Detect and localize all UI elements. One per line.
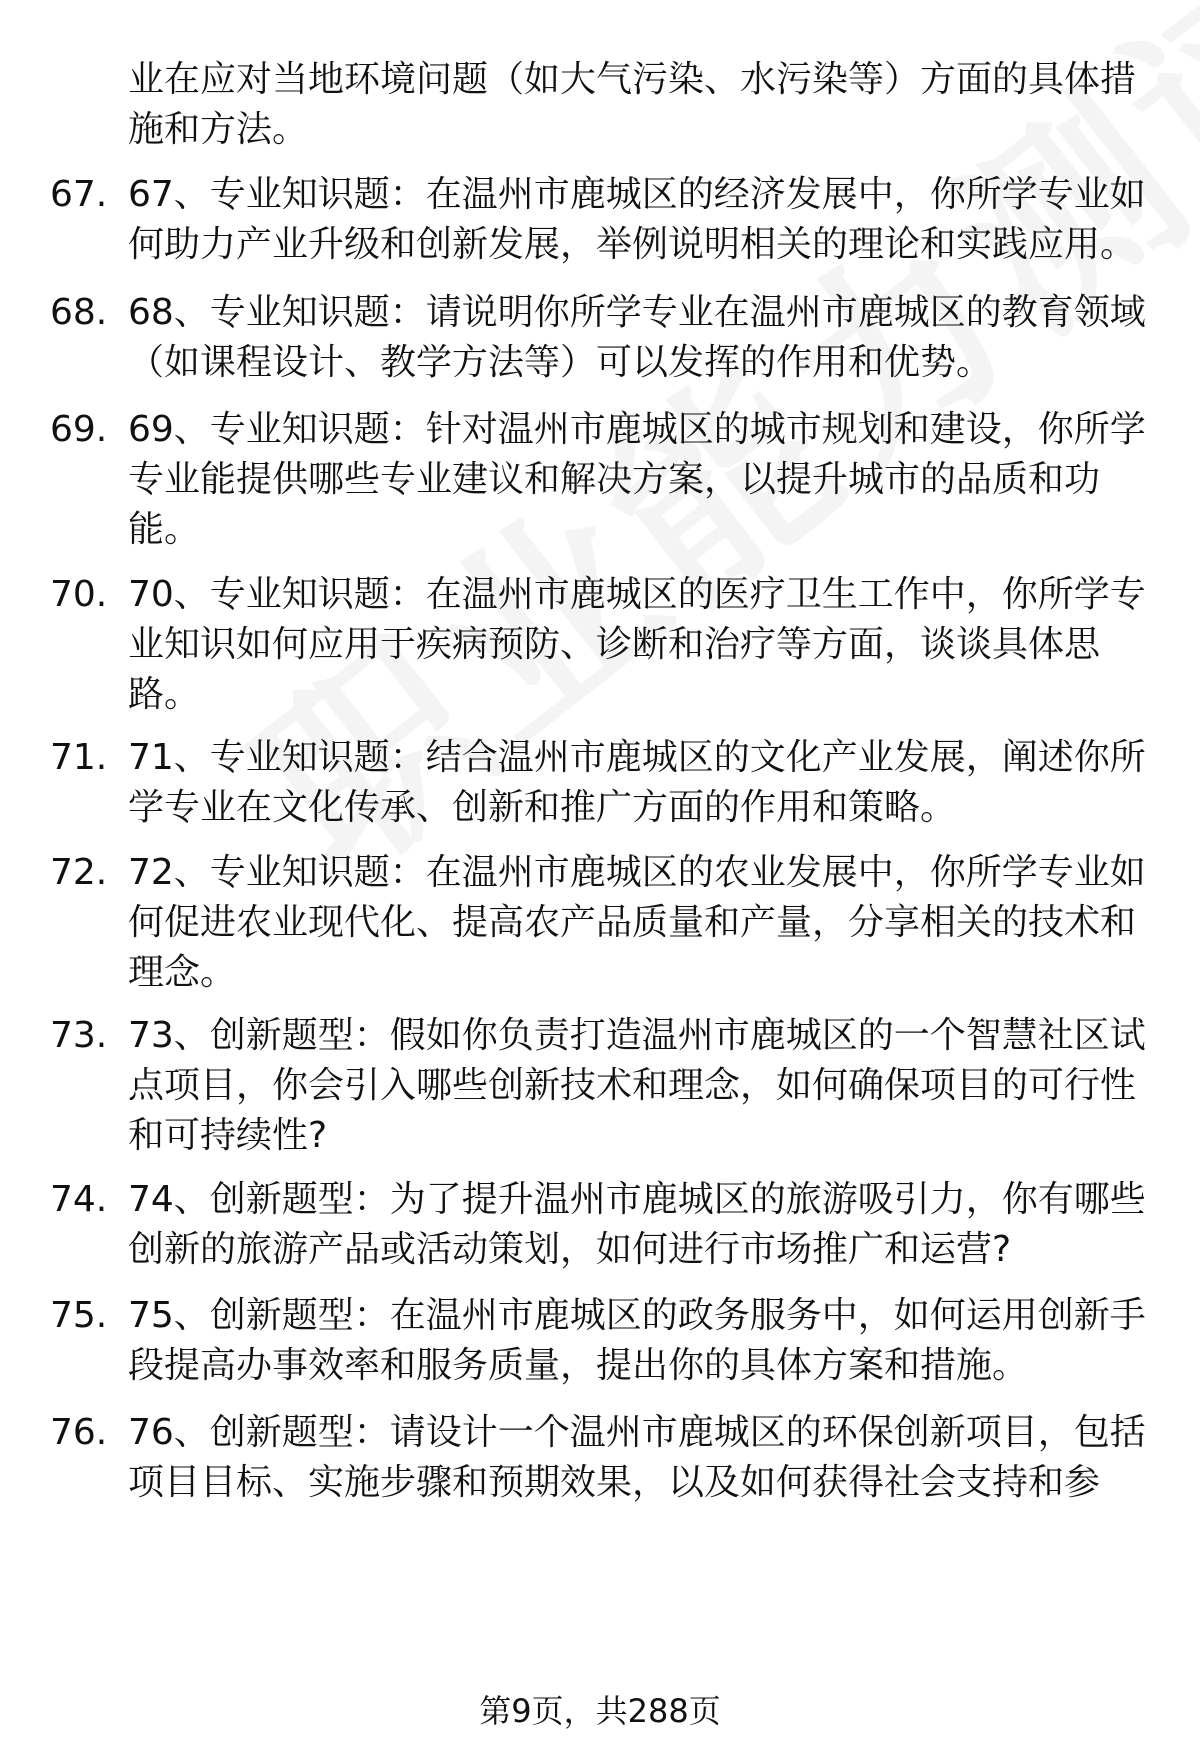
item-number: 73.	[50, 1015, 108, 1056]
page-number-footer: 第9页，共288页	[479, 1692, 721, 1730]
item-line: 能。	[128, 509, 201, 550]
item-line: 75、创新题型：在温州市鹿城区的政务服务中，如何运用创新手	[128, 1295, 1146, 1336]
list-item-72	[50, 848, 1148, 998]
item-number: 71.	[50, 737, 108, 778]
item-line: 理念。	[128, 952, 237, 993]
list-item-75	[50, 1291, 1148, 1391]
list-item-73	[50, 1011, 1148, 1161]
item-line: 72、专业知识题：在温州市鹿城区的农业发展中，你所学专业如	[128, 852, 1146, 893]
list-item-67	[50, 170, 1148, 270]
item-line: 项目目标、实施步骤和预期效果，以及如何获得社会支持和参	[128, 1462, 1101, 1503]
item-line: 73、创新题型：假如你负责打造温州市鹿城区的一个智慧社区试	[128, 1015, 1146, 1056]
item-line: 创新的旅游产品或活动策划，如何进行市场推广和运营?	[128, 1229, 1012, 1270]
item-line: 69、专业知识题：针对温州市鹿城区的城市规划和建设，你所学	[128, 409, 1146, 450]
item-line: 76、创新题型：请设计一个温州市鹿城区的环保创新项目，包括	[128, 1412, 1146, 1453]
item-line: 70、专业知识题：在温州市鹿城区的医疗卫生工作中，你所学专	[128, 574, 1146, 615]
item-line: 业知识如何应用于疾病预防、诊断和治疗等方面，谈谈具体思	[128, 624, 1101, 665]
item-number: 69.	[50, 409, 108, 450]
item-number: 67.	[50, 174, 108, 215]
item-line: 段提高办事效率和服务质量，提出你的具体方案和措施。	[128, 1345, 1029, 1386]
item-number: 74.	[50, 1179, 108, 1220]
item-number: 76.	[50, 1412, 108, 1453]
item-line: 点项目，你会引入哪些创新技术和理念，如何确保项目的可行性	[128, 1065, 1137, 1106]
item-number: 72.	[50, 852, 108, 893]
list-item-76	[50, 1408, 1148, 1508]
item-line: 路。	[128, 674, 201, 715]
item-line: 学专业在文化传承、创新和推广方面的作用和策略。	[128, 787, 957, 828]
item-line: 67、专业知识题：在温州市鹿城区的经济发展中，你所学专业如	[128, 174, 1146, 215]
list-item-70	[50, 570, 1148, 720]
item-line: 何促进农业现代化、提高农产品质量和产量，分享相关的技术和	[128, 902, 1137, 943]
list-item-69	[50, 405, 1148, 555]
item-number: 68.	[50, 292, 108, 333]
item-line: 71、专业知识题：结合温州市鹿城区的文化产业发展，阐述你所	[128, 737, 1146, 778]
list-item-74	[50, 1175, 1148, 1275]
item-line: 和可持续性?	[128, 1115, 328, 1156]
list-item-68	[50, 288, 1148, 388]
item-line: 何助力产业升级和创新发展，举例说明相关的理论和实践应用。	[128, 224, 1137, 265]
item-line: 专业能提供哪些专业建议和解决方案，以提升城市的品质和功	[128, 459, 1101, 500]
item-number: 75.	[50, 1295, 108, 1336]
continuation-line: 施和方法。	[128, 109, 309, 150]
item-line: 74、创新题型：为了提升温州市鹿城区的旅游吸引力，你有哪些	[128, 1179, 1146, 1220]
continuation-line: 业在应对当地环境问题（如大气污染、水污染等）方面的具体措	[128, 59, 1137, 100]
continuation-paragraph	[128, 55, 1148, 155]
item-line: 68、专业知识题：请说明你所学专业在温州市鹿城区的教育领域	[128, 292, 1146, 333]
item-line: （如课程设计、教学方法等）可以发挥的作用和优势。	[128, 342, 993, 383]
item-number: 70.	[50, 574, 108, 615]
list-item-71	[50, 733, 1148, 833]
